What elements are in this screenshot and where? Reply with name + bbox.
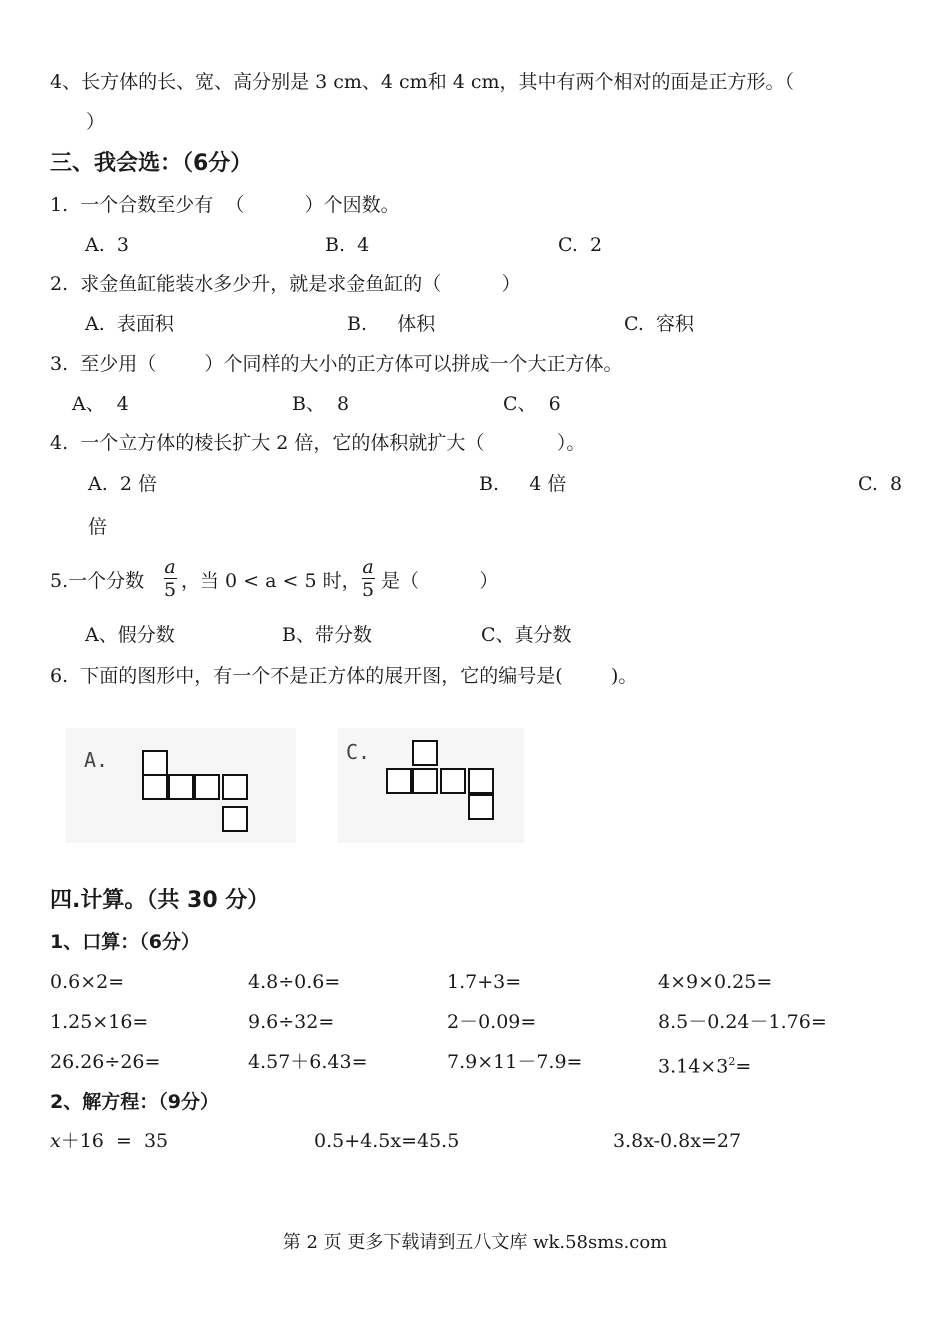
s3-q5-option-a: A、假分数: [85, 624, 175, 646]
section3-title: 三、我会选：（6分）: [50, 151, 253, 176]
net-a-cell: [142, 750, 168, 776]
oral-item: 26.26÷26=: [50, 1051, 161, 1073]
s3-q3-option-c: C、 6: [503, 393, 561, 415]
net-c-cell: [386, 768, 412, 794]
oral-square-base: 3.14×3: [658, 1055, 729, 1078]
page-footer: 第 2 页 更多下载请到五八文库 wk.58sms.com: [282, 1232, 668, 1253]
s3-q3-option-b: B、 8: [292, 393, 350, 415]
cube-net-figure-a: [66, 728, 296, 843]
net-a-cell: [194, 774, 220, 800]
oral-square-equals: =: [735, 1055, 752, 1078]
net-a-cell: [222, 806, 248, 832]
s3-q5-middle: ，当 0 < a < 5 时，: [181, 570, 361, 592]
cube-net-figure-c: [338, 728, 524, 843]
s3-q5-fraction-2: [361, 556, 375, 601]
fraction-numerator: a: [362, 556, 374, 578]
figure-c-label: C.: [346, 740, 371, 764]
s3-q2-option-a: A. 表面积: [85, 313, 174, 335]
oral-item: 0.6×2=: [50, 971, 125, 993]
s3-q2-option-c: C. 容积: [624, 313, 694, 335]
s3-q1-option-b: B. 4: [325, 234, 370, 256]
equation-1-rest: ＋16 = 35: [60, 1130, 169, 1152]
oral-item: 1.7+3=: [447, 971, 522, 993]
judge-q4-line1: 4、长方体的长、宽、高分别是 3 cm、4 cm和 4 cm，其中有两个相对的面是正方形。（: [50, 71, 795, 93]
equation-1-variable: x: [50, 1130, 61, 1152]
s3-q6-stem: 6. 下面的图形中，有一个不是正方体的展开图，它的编号是( )。: [50, 665, 638, 687]
section4-sub1: 1、口算：（6分）: [50, 931, 200, 953]
s3-q2-stem: 2. 求金鱼缸能装水多少升，就是求金鱼缸的（ ）: [50, 273, 521, 295]
net-a-cell: [168, 774, 194, 800]
s3-q5-prefix: 5.一个分数: [50, 570, 145, 592]
oral-item: 4.8÷0.6=: [248, 971, 341, 993]
net-a-cell: [142, 774, 168, 800]
s3-q1-option-a: A. 3: [85, 234, 129, 256]
oral-item: 8.5－0.24－1.76=: [658, 1011, 827, 1033]
s3-q5-fraction-1: [163, 556, 177, 601]
judge-q4-line2: ）: [86, 111, 106, 133]
oral-item: 9.6÷32=: [248, 1011, 335, 1033]
net-a-cell: [222, 774, 248, 800]
oral-item: 2－0.09=: [447, 1011, 537, 1033]
oral-item: 1.25×16=: [50, 1011, 149, 1033]
oral-item: 4×9×0.25=: [658, 971, 773, 993]
s3-q3-stem: 3. 至少用（ ）个同样的大小的正方体可以拼成一个大正方体。: [50, 353, 623, 375]
s3-q2-option-b: B. 体积: [347, 313, 436, 335]
net-c-cell: [468, 768, 494, 794]
oral-item: 4.57＋6.43=: [248, 1051, 368, 1073]
s3-q4-option-c: C. 8: [858, 473, 903, 495]
oral-item-square: [658, 1050, 751, 1078]
s3-q1-stem: 1. 一个合数至少有 （ ）个因数。: [50, 194, 400, 216]
oral-square-exponent: 2: [728, 1055, 736, 1068]
figure-a-label: A.: [84, 748, 109, 772]
equation-3: 3.8x-0.8x=27: [613, 1130, 742, 1152]
net-c-cell: [468, 794, 494, 820]
s3-q4-option-a: A. 2 倍: [88, 473, 157, 495]
net-c-cell: [412, 768, 438, 794]
equation-1: [50, 1129, 168, 1153]
fraction-denominator: 5: [163, 579, 177, 601]
s3-q4-option-b: B. 4 倍: [479, 473, 567, 495]
s3-q5-suffix: 是（ ）: [381, 570, 499, 592]
fraction-numerator: a: [164, 556, 176, 578]
oral-item: 7.9×11－7.9=: [447, 1051, 583, 1073]
s3-q4-option-c-cont: 倍: [88, 516, 108, 538]
section4-sub2: 2、解方程：（9分）: [50, 1091, 219, 1113]
section4-title: 四.计算。（共 30 分）: [50, 888, 270, 913]
s3-q3-option-a: A、 4: [72, 393, 129, 415]
s3-q5-option-c: C、真分数: [481, 624, 572, 646]
net-c-cell: [412, 740, 438, 766]
s3-q5-option-b: B、带分数: [282, 624, 372, 646]
equation-2: 0.5+4.5x=45.5: [314, 1130, 460, 1152]
s3-q4-stem: 4. 一个立方体的棱长扩大 2 倍，它的体积就扩大（ ）。: [50, 432, 586, 454]
net-c-cell: [440, 768, 466, 794]
fraction-denominator: 5: [361, 579, 375, 601]
s3-q1-option-c: C. 2: [558, 234, 603, 256]
